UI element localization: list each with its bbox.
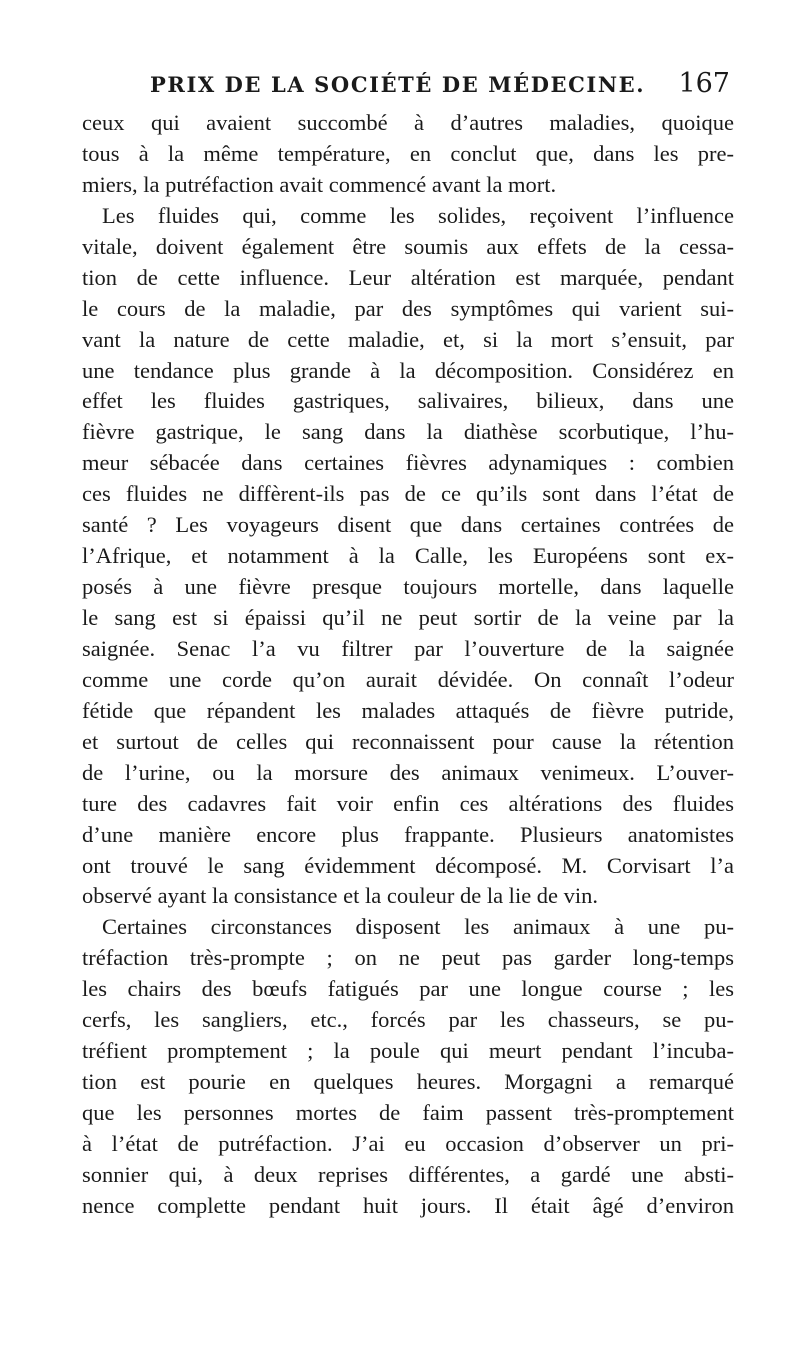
text-line: miers, la putréfaction avait commencé avant la mort. bbox=[82, 171, 557, 197]
text-line: ceux qui avaient succombé à d’autres maladies, quoique bbox=[82, 110, 734, 135]
text-line: fétide que répandent les malades attaqués de fièvre putride, bbox=[82, 697, 734, 723]
text-line: effet les fluides gastriques, salivaires, bilieux, dans une bbox=[82, 388, 734, 414]
text-line: vant la nature de cette maladie, et, si la mort s’ensuit, par bbox=[82, 326, 734, 352]
text-line: meur sébacée dans certaines fièvres adynamiques : combien bbox=[82, 450, 734, 476]
page-number: 167 bbox=[678, 68, 730, 99]
running-head bbox=[150, 68, 730, 106]
text-line: saignée. Senac l’a vu filtrer par l’ouverture de la saignée bbox=[82, 635, 734, 661]
running-head-title: PRIX DE LA SOCIÉTÉ DE MÉDECINE. bbox=[150, 72, 646, 97]
text-line: d’une manière encore plus frappante. Plusieurs anatomistes bbox=[82, 821, 734, 847]
text-line: tion est pourie en quelques heures. Morgagni a remarqué bbox=[82, 1069, 734, 1095]
text-line: tréfaction très-prompte ; on ne peut pas garder long-temps bbox=[82, 945, 734, 971]
text-line: et surtout de celles qui reconnaissent pour cause la rétention bbox=[82, 728, 734, 754]
text-line: Les fluides qui, comme les solides, reçoivent l’influence bbox=[102, 202, 734, 228]
text-line: à l’état de putréfaction. J’ai eu occasion d’observer un pri- bbox=[82, 1130, 734, 1156]
text-line: ont trouvé le sang évidemment décomposé. M. Corvisart l’a bbox=[82, 852, 734, 878]
text-line: posés à une fièvre presque toujours mortelle, dans laquelle bbox=[82, 574, 734, 600]
text-line: santé ? Les voyageurs disent que dans certaines contrées de bbox=[82, 512, 734, 538]
text-line: une tendance plus grande à la décomposition. Considérez en bbox=[82, 357, 734, 383]
text-line: Certaines circonstances disposent les animaux à une pu- bbox=[102, 914, 734, 940]
text-line: observé ayant la consistance et la couleur de la lie de vin. bbox=[82, 883, 599, 909]
text-line: que les personnes mortes de faim passent très-promptement bbox=[82, 1100, 734, 1125]
text-line: le cours de la maladie, par des symptômes qui varient sui- bbox=[82, 295, 734, 321]
text-line: tion de cette influence. Leur altération est marquée, pendant bbox=[82, 264, 734, 290]
text-line: l’Afrique, et notamment à la Calle, les Européens sont ex- bbox=[82, 543, 734, 569]
text-line: ture des cadavres fait voir enfin ces altérations des fluides bbox=[82, 790, 734, 816]
text-line: de l’urine, ou la morsure des animaux venimeux. L’ouver- bbox=[82, 759, 734, 785]
text-line: sonnier qui, à deux reprises différentes, a gardé une absti- bbox=[82, 1161, 734, 1187]
text-line: fièvre gastrique, le sang dans la diathèse scorbutique, l’hu- bbox=[82, 419, 734, 445]
text-line: les chairs des bœufs fatigués par une longue course ; les bbox=[82, 976, 734, 1002]
text-line: nence complette pendant huit jours. Il était âgé d’environ bbox=[82, 1192, 734, 1218]
text-line: cerfs, les sangliers, etc., forcés par les chasseurs, se pu- bbox=[82, 1007, 734, 1033]
text-line: le sang est si épaissi qu’il ne peut sortir de la veine par la bbox=[82, 605, 734, 630]
text-line: tous à la même température, en conclut que, dans les pre- bbox=[82, 140, 734, 166]
text-line: ces fluides ne diffèrent-ils pas de ce qu’ils sont dans l’état de bbox=[82, 481, 734, 507]
text-line: vitale, doivent également être soumis aux effets de la cessa- bbox=[82, 233, 734, 259]
text-line: tréfient promptement ; la poule qui meurt pendant l’incuba- bbox=[82, 1038, 734, 1064]
text-line: comme une corde qu’on aurait dévidée. On connaît l’odeur bbox=[82, 666, 734, 692]
body-text bbox=[82, 108, 734, 1222]
